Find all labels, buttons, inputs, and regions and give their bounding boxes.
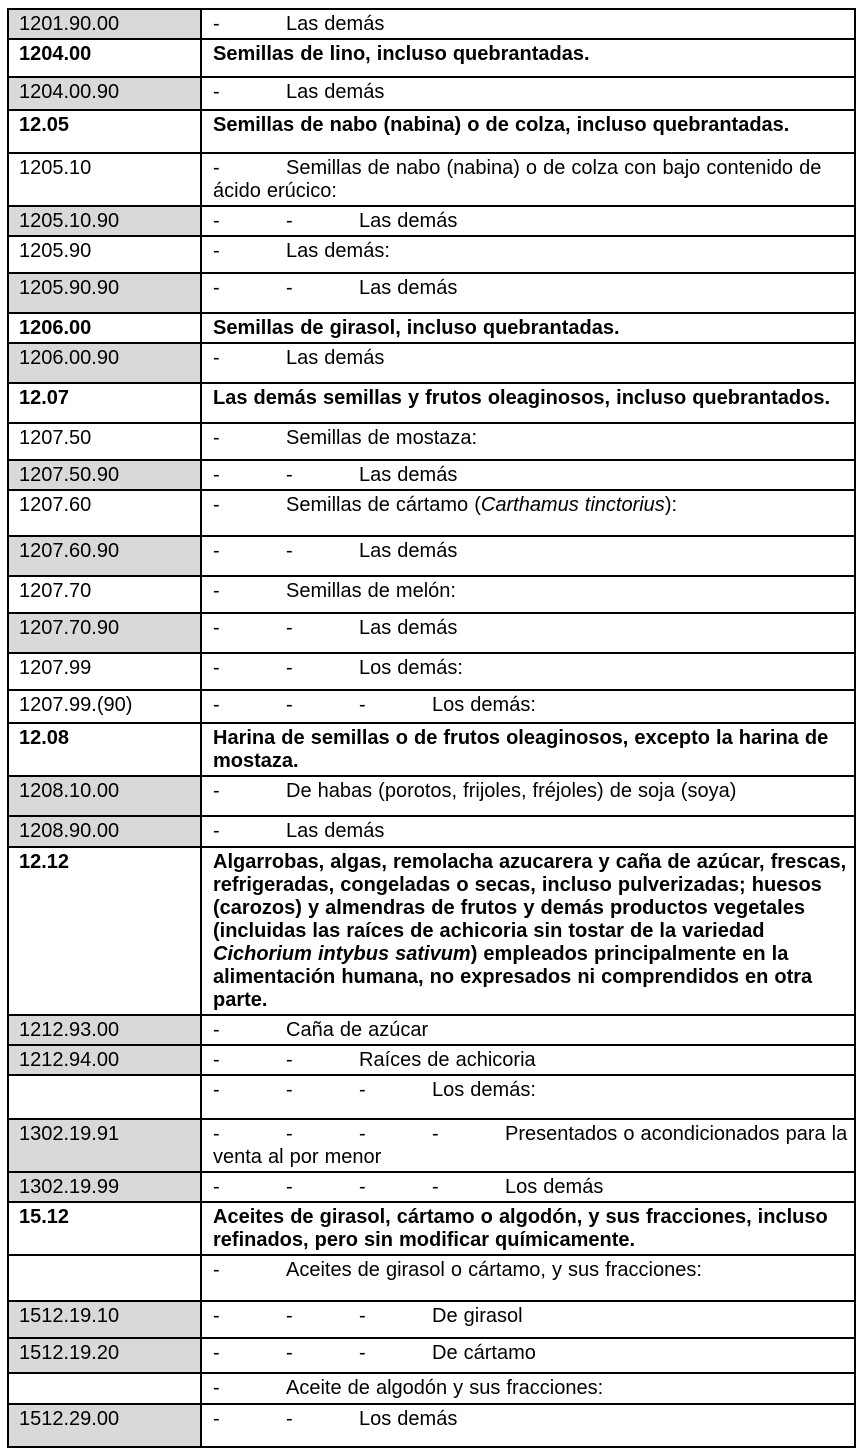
code-cell xyxy=(9,1046,202,1074)
code-cell xyxy=(9,1256,202,1300)
code-text: 12.12 xyxy=(19,851,70,873)
indent-dash: - xyxy=(213,1019,220,1041)
code-text: 1204.00 xyxy=(19,43,92,65)
indent-dash: - xyxy=(286,1342,293,1364)
description-segment: Las demás xyxy=(286,13,385,35)
indent-dash: - xyxy=(359,1079,366,1101)
code-text: 1207.70.90 xyxy=(19,617,120,639)
code-text: 15.12 xyxy=(19,1206,70,1228)
code-text: 1212.94.00 xyxy=(19,1049,120,1071)
table-row xyxy=(9,40,854,78)
code-text: 1201.90.00 xyxy=(19,13,120,35)
code-text: 1302.19.91 xyxy=(19,1123,120,1145)
code-text: 1206.00 xyxy=(19,317,92,339)
description-text xyxy=(213,1259,702,1281)
indent-dash: - xyxy=(213,347,220,369)
indent-dash: - xyxy=(286,1305,293,1327)
code-text: 1207.50.90 xyxy=(19,464,120,486)
description-segment: De habas (porotos, frijoles, fréjoles) de soja (soya) xyxy=(286,780,737,802)
table-row xyxy=(9,1256,854,1302)
description-cell xyxy=(202,40,854,76)
description-segment: Harina de semillas o de frutos oleaginosos, excepto la harina de mostaza. xyxy=(213,727,829,772)
table-row xyxy=(9,461,854,491)
description-text xyxy=(213,464,457,486)
description-text xyxy=(213,657,463,679)
table-row xyxy=(9,207,854,237)
indent-dash: - xyxy=(213,1123,220,1145)
description-cell xyxy=(202,1374,854,1403)
code-text: 1207.99 xyxy=(19,657,92,679)
indent-dash: - xyxy=(213,157,220,179)
description-segment: Los demás xyxy=(505,1176,604,1198)
code-cell xyxy=(9,1173,202,1201)
description-segment: Las demás xyxy=(359,210,458,232)
description-cell xyxy=(202,1046,854,1074)
table-row xyxy=(9,777,854,817)
indent-dash: - xyxy=(213,780,220,802)
description-cell xyxy=(202,111,854,152)
code-text: 1208.90.00 xyxy=(19,820,120,842)
description-segment: Las demás xyxy=(286,347,385,369)
description-cell xyxy=(202,777,854,815)
indent-dash: - xyxy=(213,1259,220,1281)
description-segment: Presentados o acondicionados para la venta al por menor xyxy=(213,1123,848,1168)
description-segment: Caña de azúcar xyxy=(286,1019,429,1041)
code-text: 1207.60.90 xyxy=(19,540,120,562)
table-row xyxy=(9,344,854,384)
description-segment: Los demás: xyxy=(432,694,536,716)
indent-dash: - xyxy=(286,1176,293,1198)
indent-dash: - xyxy=(286,617,293,639)
table-row xyxy=(9,1203,854,1256)
description-cell xyxy=(202,237,854,272)
code-cell xyxy=(9,154,202,205)
description-text xyxy=(213,1342,536,1364)
indent-dash: - xyxy=(286,1079,293,1101)
description-text xyxy=(213,820,384,842)
code-cell xyxy=(9,537,202,575)
description-segment: Las demás xyxy=(359,464,458,486)
description-cell xyxy=(202,1016,854,1044)
description-segment: De girasol xyxy=(432,1305,523,1327)
description-cell xyxy=(202,207,854,235)
code-cell xyxy=(9,1339,202,1372)
description-cell xyxy=(202,817,854,846)
indent-dash: - xyxy=(213,81,220,103)
description-cell xyxy=(202,424,854,459)
table-row xyxy=(9,1120,854,1173)
description-text xyxy=(213,427,477,449)
description-text xyxy=(213,540,457,562)
code-text: 1302.19.99 xyxy=(19,1176,120,1198)
table-row xyxy=(9,654,854,691)
code-text: 1208.10.00 xyxy=(19,780,120,802)
description-cell xyxy=(202,1339,854,1372)
description-segment: Las demás xyxy=(359,617,458,639)
code-cell xyxy=(9,78,202,109)
code-text: 1204.00.90 xyxy=(19,81,120,103)
indent-dash: - xyxy=(213,657,220,679)
code-text: 1205.90.90 xyxy=(19,277,120,299)
description-cell xyxy=(202,10,854,38)
description-text xyxy=(213,851,846,1011)
description-cell xyxy=(202,154,854,205)
code-text: 1205.10.90 xyxy=(19,210,120,232)
code-text: 1205.10 xyxy=(19,157,92,179)
indent-dash: - xyxy=(213,1305,220,1327)
code-text: 12.07 xyxy=(19,387,70,409)
indent-dash: - xyxy=(359,1176,366,1198)
indent-dash: - xyxy=(432,1176,439,1198)
code-text: 1512.19.10 xyxy=(19,1305,120,1327)
code-cell xyxy=(9,491,202,535)
description-segment: Las demás: xyxy=(286,240,390,262)
description-cell xyxy=(202,654,854,689)
table-row xyxy=(9,537,854,577)
indent-dash: - xyxy=(213,240,220,262)
description-segment: Semillas de lino, incluso quebrantadas. xyxy=(213,43,590,65)
description-segment: Semillas de cártamo ( xyxy=(286,494,481,516)
code-text: 1207.60 xyxy=(19,494,92,516)
description-segment: ): xyxy=(664,494,678,516)
description-text xyxy=(213,1123,847,1168)
description-text xyxy=(213,210,457,232)
description-text xyxy=(213,1206,828,1251)
description-segment: Los demás: xyxy=(359,657,463,679)
description-cell xyxy=(202,1256,854,1300)
description-segment: Carthamus tinctorius xyxy=(480,494,665,516)
table-row xyxy=(9,314,854,344)
description-segment: Raíces de achicoria xyxy=(359,1049,536,1071)
table-row xyxy=(9,1302,854,1339)
description-text xyxy=(213,347,384,369)
table-row xyxy=(9,1405,854,1446)
code-cell xyxy=(9,1203,202,1254)
description-segment: Semillas de nabo (nabina) o de colza, incluso quebrantadas. xyxy=(213,114,790,136)
code-cell xyxy=(9,207,202,235)
code-cell xyxy=(9,1120,202,1171)
table-row xyxy=(9,817,854,848)
code-cell xyxy=(9,691,202,722)
indent-dash: - xyxy=(213,1176,220,1198)
description-cell xyxy=(202,461,854,489)
code-text: 1512.19.20 xyxy=(19,1342,120,1364)
description-text xyxy=(213,81,384,103)
table-row xyxy=(9,424,854,461)
description-text xyxy=(213,727,828,772)
code-cell xyxy=(9,10,202,38)
code-cell xyxy=(9,424,202,459)
description-text xyxy=(213,277,457,299)
description-text xyxy=(213,1176,603,1198)
description-text xyxy=(213,494,677,516)
code-text: 1512.29.00 xyxy=(19,1408,120,1430)
code-cell xyxy=(9,777,202,815)
description-segment: Semillas de melón: xyxy=(286,580,456,602)
indent-dash: - xyxy=(213,694,220,716)
table-row xyxy=(9,78,854,111)
description-text xyxy=(213,1377,603,1399)
description-segment: Aceites de girasol, cártamo o algodón, y sus fracciones, incluso refinados, pero sin modificar químicamente. xyxy=(213,1206,828,1251)
indent-dash: - xyxy=(359,1342,366,1364)
description-text xyxy=(213,387,830,409)
description-text xyxy=(213,157,821,202)
code-cell xyxy=(9,1016,202,1044)
description-cell xyxy=(202,1203,854,1254)
description-text xyxy=(213,114,789,136)
code-cell xyxy=(9,1302,202,1337)
code-cell xyxy=(9,344,202,382)
code-cell xyxy=(9,614,202,652)
indent-dash: - xyxy=(432,1123,439,1145)
description-segment: Cichorium intybus sativum xyxy=(213,943,471,965)
description-segment: Semillas de mostaza: xyxy=(286,427,478,449)
code-cell xyxy=(9,1405,202,1446)
indent-dash: - xyxy=(213,1408,220,1430)
description-segment: Las demás semillas y frutos oleaginosos, incluso quebrantados. xyxy=(213,387,831,409)
description-text xyxy=(213,1305,523,1327)
indent-dash: - xyxy=(213,13,220,35)
table-row xyxy=(9,274,854,314)
description-cell xyxy=(202,577,854,612)
code-cell xyxy=(9,1374,202,1403)
code-text: 1212.93.00 xyxy=(19,1019,120,1041)
description-text xyxy=(213,694,536,716)
table-row xyxy=(9,691,854,724)
table-row xyxy=(9,614,854,654)
description-text xyxy=(213,580,456,602)
description-segment: Aceite de algodón y sus fracciones: xyxy=(286,1377,604,1399)
description-segment: Las demás xyxy=(286,820,385,842)
code-cell xyxy=(9,817,202,846)
description-segment: ) empleados principalmente en la alimentación humana, no expresados ni comprendidos en otra parte. xyxy=(213,943,813,1011)
description-cell xyxy=(202,274,854,312)
description-cell xyxy=(202,724,854,775)
indent-dash: - xyxy=(286,277,293,299)
description-segment: Aceites de girasol o cártamo, y sus fracciones: xyxy=(286,1259,702,1281)
description-text xyxy=(213,1019,428,1041)
description-cell xyxy=(202,1076,854,1118)
code-cell xyxy=(9,237,202,272)
indent-dash: - xyxy=(286,210,293,232)
description-cell xyxy=(202,1405,854,1446)
code-cell xyxy=(9,314,202,342)
description-text xyxy=(213,240,390,262)
indent-dash: - xyxy=(213,540,220,562)
description-cell xyxy=(202,614,854,652)
description-segment: Algarrobas, algas, remolacha azucarera y caña de azúcar, frescas, refrigeradas, congeladas o secas, incluso pulverizadas; huesos (carozos) y almendras de frutos y demás productos vegetales (incluidas las raíces de achicoria sin tostar de la variedad xyxy=(213,851,847,942)
table-row xyxy=(9,848,854,1016)
indent-dash: - xyxy=(359,694,366,716)
code-cell xyxy=(9,40,202,76)
table-row xyxy=(9,111,854,154)
table-row xyxy=(9,237,854,274)
code-text: 12.05 xyxy=(19,114,70,136)
indent-dash: - xyxy=(286,540,293,562)
description-text xyxy=(213,617,457,639)
indent-dash: - xyxy=(286,1123,293,1145)
indent-dash: - xyxy=(286,464,293,486)
description-text xyxy=(213,1049,536,1071)
description-segment: Los demás: xyxy=(432,1079,536,1101)
table-row xyxy=(9,724,854,777)
indent-dash: - xyxy=(213,1049,220,1071)
code-cell xyxy=(9,577,202,612)
indent-dash: - xyxy=(213,820,220,842)
table-row xyxy=(9,1046,854,1076)
description-segment: De cártamo xyxy=(432,1342,536,1364)
table-row xyxy=(9,384,854,424)
description-segment: Las demás xyxy=(359,540,458,562)
description-cell xyxy=(202,1120,854,1171)
table-row xyxy=(9,1374,854,1405)
code-text: 1206.00.90 xyxy=(19,347,120,369)
indent-dash: - xyxy=(359,1123,366,1145)
description-cell xyxy=(202,1173,854,1201)
indent-dash: - xyxy=(213,580,220,602)
description-text xyxy=(213,317,620,339)
description-segment: Las demás xyxy=(359,277,458,299)
table-row xyxy=(9,1339,854,1374)
description-text xyxy=(213,43,590,65)
table-row xyxy=(9,491,854,537)
description-cell xyxy=(202,491,854,535)
description-cell xyxy=(202,314,854,342)
description-segment: Semillas de girasol, incluso quebrantadas. xyxy=(213,317,620,339)
table-row xyxy=(9,1016,854,1046)
indent-dash: - xyxy=(213,1342,220,1364)
code-text: 1207.50 xyxy=(19,427,92,449)
code-cell xyxy=(9,111,202,152)
description-cell xyxy=(202,78,854,109)
indent-dash: - xyxy=(286,1408,293,1430)
indent-dash: - xyxy=(213,1377,220,1399)
description-text xyxy=(213,1408,457,1430)
indent-dash: - xyxy=(213,277,220,299)
indent-dash: - xyxy=(359,1305,366,1327)
code-text: 12.08 xyxy=(19,727,70,749)
table-row xyxy=(9,577,854,614)
code-text: 1205.90 xyxy=(19,240,92,262)
description-cell xyxy=(202,537,854,575)
code-text: 1207.70 xyxy=(19,580,92,602)
code-cell xyxy=(9,724,202,775)
description-text xyxy=(213,1079,536,1101)
code-cell xyxy=(9,1076,202,1118)
indent-dash: - xyxy=(213,1079,220,1101)
description-segment: Los demás xyxy=(359,1408,458,1430)
indent-dash: - xyxy=(213,494,220,516)
indent-dash: - xyxy=(213,210,220,232)
description-cell xyxy=(202,384,854,422)
code-cell xyxy=(9,384,202,422)
indent-dash: - xyxy=(213,427,220,449)
code-text: 1207.99.(90) xyxy=(19,694,133,716)
description-cell xyxy=(202,848,854,1014)
description-segment: Semillas de nabo (nabina) o de colza con bajo contenido de ácido erúcico: xyxy=(213,157,822,202)
description-segment: Las demás xyxy=(286,81,385,103)
indent-dash: - xyxy=(213,464,220,486)
code-cell xyxy=(9,848,202,1014)
indent-dash: - xyxy=(286,657,293,679)
table-row xyxy=(9,1076,854,1120)
description-text xyxy=(213,780,736,802)
table-row xyxy=(9,10,854,40)
description-cell xyxy=(202,344,854,382)
description-cell xyxy=(202,691,854,722)
indent-dash: - xyxy=(286,694,293,716)
code-cell xyxy=(9,461,202,489)
code-cell xyxy=(9,654,202,689)
description-cell xyxy=(202,1302,854,1337)
indent-dash: - xyxy=(213,617,220,639)
tariff-table xyxy=(7,8,856,1448)
indent-dash: - xyxy=(286,1049,293,1071)
table-row xyxy=(9,154,854,207)
table-row xyxy=(9,1173,854,1203)
description-text xyxy=(213,13,384,35)
code-cell xyxy=(9,274,202,312)
